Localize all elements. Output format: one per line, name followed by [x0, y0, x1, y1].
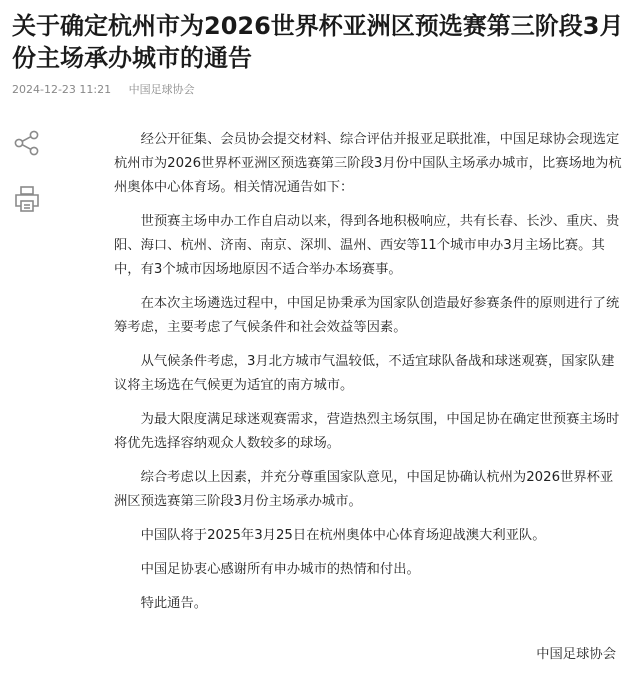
article-source[interactable]: 中国足球协会 [128, 83, 195, 96]
paragraph: 经公开征集、会员协会提交材料、综合评估并报亚足联批准，中国足球协会现选定杭州市为2026世界杯亚洲区预选赛第三阶段3月份中国队主场承办城市，比赛场地为杭州奥体中心体育场。相关情况通告如下： [114, 132, 622, 195]
share-icon[interactable] [12, 128, 42, 158]
article-title: 关于确定杭州市为2026世界杯亚洲区预选赛第三阶段3月份主场承办城市的通告 [12, 12, 624, 72]
print-icon[interactable] [12, 184, 42, 214]
article-meta [12, 83, 209, 97]
article-toolbar [12, 128, 44, 214]
paragraph: 中国队将于2025年3月25日在杭州奥体中心体育场迎战澳大利亚队。 [140, 528, 546, 543]
paragraph: 从气候条件考虑，3月北方城市气温较低，不适宜球队备战和球迷观赛，国家队建议将主场选在气候更为适宜的南方城市。 [114, 354, 615, 393]
article-body [114, 128, 624, 626]
paragraph: 为最大限度满足球迷观赛需求，营造热烈主场氛围，中国足协在确定世预赛主场时将优先选择容纳观众人数较多的球场。 [114, 412, 620, 451]
paragraph: 世预赛主场申办工作自启动以来，得到各地积极响应，共有长春、长沙、重庆、贵阳、海口、杭州、济南、南京、深圳、温州、西安等11个城市申办3月主场比赛。其中，有3个城市因场地原因不适合举办本场赛事。 [114, 214, 620, 277]
publish-date: 2024-12-23 11:21 [12, 83, 112, 96]
paragraph: 特此通告。 [140, 596, 208, 611]
paragraph: 中国足协衷心感谢所有申办城市的热情和付出。 [140, 562, 420, 577]
signature: 中国足球协会 [536, 647, 616, 662]
paragraph: 在本次主场遴选过程中，中国足协秉承为国家队创造最好参赛条件的原则进行了统筹考虑，主要考虑了气候条件和社会效益等因素。 [114, 296, 620, 335]
paragraph: 综合考虑以上因素，并充分尊重国家队意见，中国足协确认杭州为2026世界杯亚洲区预选赛第三阶段3月份主场承办城市。 [114, 470, 614, 509]
